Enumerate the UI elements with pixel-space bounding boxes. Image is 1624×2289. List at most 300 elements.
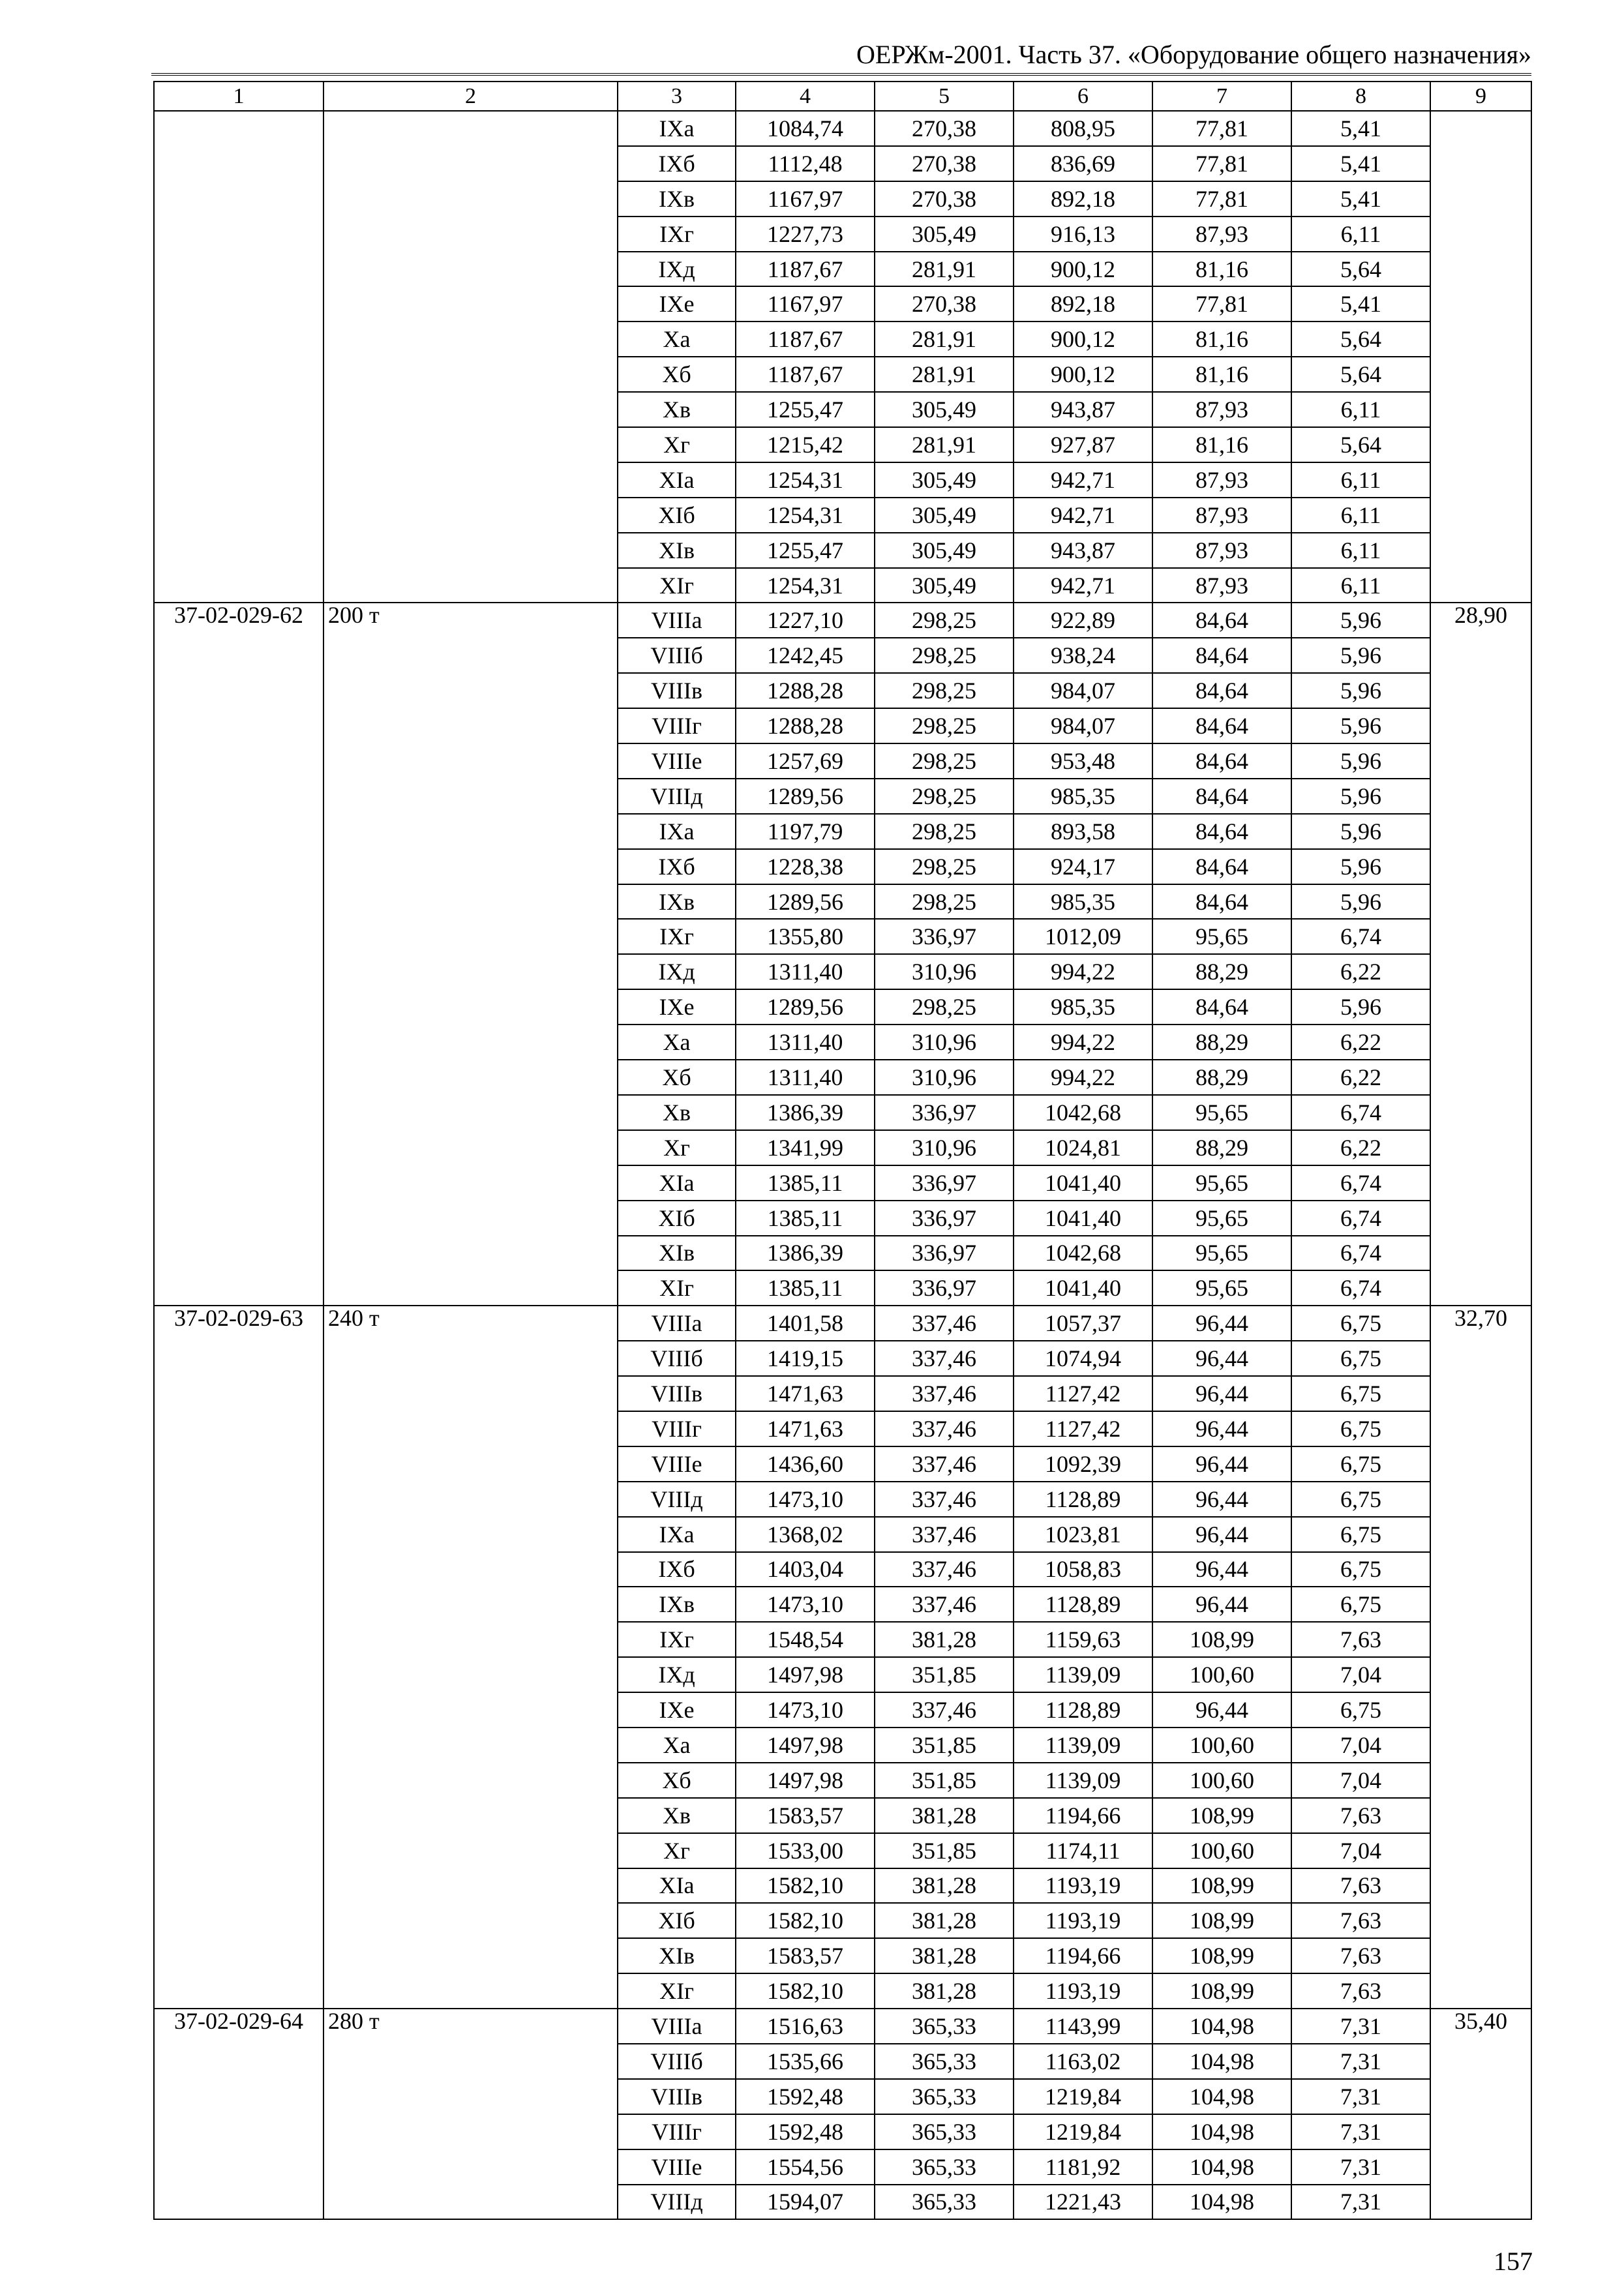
value-cell: 1127,42 [1014,1376,1152,1411]
value-cell: 81,16 [1152,357,1291,392]
value-cell: 1368,02 [736,1517,875,1552]
category-cell: VIIIг [618,708,736,743]
value-cell: 1288,28 [736,673,875,708]
value-cell: 96,44 [1152,1587,1291,1622]
value-cell: 808,95 [1014,111,1152,146]
value-cell: 365,33 [875,2149,1014,2185]
value-cell: 6,11 [1291,533,1430,568]
value-cell: 1042,68 [1014,1095,1152,1130]
category-cell: IXa [618,814,736,849]
value-cell: 84,64 [1152,708,1291,743]
code-cell: 37-02-029-63 [154,1306,323,2009]
category-cell: XIa [618,1868,736,1904]
value-cell: 337,46 [875,1376,1014,1411]
value-cell: 1341,99 [736,1130,875,1165]
value-cell: 84,64 [1152,603,1291,638]
value-cell: 108,99 [1152,1798,1291,1833]
category-cell: IXa [618,111,736,146]
value-cell: 1227,73 [736,217,875,252]
value-cell: 994,22 [1014,1025,1152,1060]
category-cell: VIIIa [618,603,736,638]
value-cell: 305,49 [875,498,1014,533]
total-cell: 32,70 [1430,1306,1531,2009]
value-cell: 1112,48 [736,146,875,181]
value-cell: 1139,09 [1014,1763,1152,1798]
value-cell: 6,75 [1291,1341,1430,1376]
value-cell: 1401,58 [736,1306,875,1341]
value-cell: 6,11 [1291,568,1430,603]
value-cell: 1042,68 [1014,1236,1152,1271]
category-cell: XIa [618,462,736,498]
value-cell: 87,93 [1152,462,1291,498]
value-cell: 6,75 [1291,1411,1430,1446]
category-cell: VIIIг [618,2114,736,2149]
value-cell: 1311,40 [736,1025,875,1060]
category-cell: IXд [618,954,736,989]
category-cell: XIг [618,1270,736,1306]
value-cell: 381,28 [875,1938,1014,1973]
value-cell: 87,93 [1152,217,1291,252]
category-cell: IXб [618,146,736,181]
category-cell: VIIIв [618,2079,736,2114]
value-cell: 337,46 [875,1692,1014,1728]
value-cell: 5,64 [1291,252,1430,287]
column-number-row [154,82,1531,111]
value-cell: 365,33 [875,2009,1014,2044]
table-body [154,111,1531,2219]
value-cell: 7,31 [1291,2079,1430,2114]
category-cell: IXб [618,1552,736,1587]
value-cell: 305,49 [875,462,1014,498]
value-cell: 1548,54 [736,1622,875,1657]
value-cell: 298,25 [875,779,1014,814]
value-cell: 1012,09 [1014,919,1152,954]
value-cell: 6,74 [1291,1165,1430,1201]
total-cell [1430,111,1531,603]
name-cell: 200 т [323,603,618,1306]
category-cell: Xб [618,1763,736,1798]
value-cell: 84,64 [1152,814,1291,849]
value-cell: 87,93 [1152,533,1291,568]
value-cell: 7,31 [1291,2185,1430,2220]
column-header: 7 [1152,82,1291,111]
value-cell: 1128,89 [1014,1587,1152,1622]
category-cell: Xб [618,1060,736,1095]
value-cell: 1471,63 [736,1411,875,1446]
value-cell: 6,22 [1291,1025,1430,1060]
value-cell: 95,65 [1152,1236,1291,1271]
value-cell: 984,07 [1014,708,1152,743]
value-cell: 96,44 [1152,1376,1291,1411]
value-cell: 836,69 [1014,146,1152,181]
value-cell: 1193,19 [1014,1903,1152,1938]
value-cell: 900,12 [1014,322,1152,357]
value-cell: 1167,97 [736,286,875,322]
value-cell: 7,04 [1291,1657,1430,1692]
value-cell: 337,46 [875,1306,1014,1341]
category-cell: IXг [618,1622,736,1657]
column-header: 4 [736,82,875,111]
column-header: 5 [875,82,1014,111]
total-cell: 28,90 [1430,603,1531,1306]
value-cell: 6,74 [1291,919,1430,954]
value-cell: 1194,66 [1014,1798,1152,1833]
value-cell: 365,33 [875,2079,1014,2114]
value-cell: 943,87 [1014,392,1152,427]
value-cell: 7,63 [1291,1903,1430,1938]
value-cell: 1255,47 [736,533,875,568]
category-cell: VIIIa [618,1306,736,1341]
value-cell: 5,96 [1291,638,1430,673]
value-cell: 1289,56 [736,779,875,814]
value-cell: 1497,98 [736,1763,875,1798]
value-cell: 942,71 [1014,498,1152,533]
category-cell: IXa [618,1517,736,1552]
value-cell: 1024,81 [1014,1130,1152,1165]
page-number: 157 [1494,2247,1533,2276]
total-cell: 35,40 [1430,2009,1531,2219]
value-cell: 1127,42 [1014,1411,1152,1446]
value-cell: 893,58 [1014,814,1152,849]
value-cell: 1194,66 [1014,1938,1152,1973]
category-cell: Xг [618,427,736,462]
value-cell: 900,12 [1014,357,1152,392]
value-cell: 6,75 [1291,1552,1430,1587]
column-header: 3 [618,82,736,111]
value-cell: 96,44 [1152,1306,1291,1341]
value-cell: 298,25 [875,708,1014,743]
value-cell: 298,25 [875,603,1014,638]
value-cell: 1084,74 [736,111,875,146]
value-cell: 1583,57 [736,1798,875,1833]
value-cell: 281,91 [875,357,1014,392]
value-cell: 96,44 [1152,1341,1291,1376]
value-cell: 985,35 [1014,884,1152,920]
value-cell: 1228,38 [736,849,875,884]
column-header: 2 [323,82,618,111]
category-cell: XIв [618,533,736,568]
category-cell: IXв [618,884,736,920]
value-cell: 5,96 [1291,814,1430,849]
value-cell: 943,87 [1014,533,1152,568]
value-cell: 108,99 [1152,1973,1291,2009]
value-cell: 337,46 [875,1552,1014,1587]
value-cell: 108,99 [1152,1903,1291,1938]
value-cell: 6,74 [1291,1095,1430,1130]
category-cell: Xб [618,357,736,392]
value-cell: 305,49 [875,533,1014,568]
category-cell: XIв [618,1938,736,1973]
value-cell: 1583,57 [736,1938,875,1973]
value-cell: 1385,11 [736,1270,875,1306]
value-cell: 1139,09 [1014,1728,1152,1763]
table-row [154,1306,1531,1341]
category-cell: IXд [618,1657,736,1692]
value-cell: 6,74 [1291,1270,1430,1306]
value-cell: 298,25 [875,673,1014,708]
value-cell: 365,33 [875,2044,1014,2079]
value-cell: 1473,10 [736,1482,875,1517]
value-cell: 7,31 [1291,2044,1430,2079]
table-row [154,111,1531,146]
value-cell: 1023,81 [1014,1517,1152,1552]
value-cell: 298,25 [875,638,1014,673]
value-cell: 1288,28 [736,708,875,743]
value-cell: 1254,31 [736,498,875,533]
value-cell: 84,64 [1152,989,1291,1025]
value-cell: 6,22 [1291,954,1430,989]
category-cell: VIIIв [618,1376,736,1411]
value-cell: 351,85 [875,1763,1014,1798]
value-cell: 77,81 [1152,146,1291,181]
value-cell: 1436,60 [736,1446,875,1482]
value-cell: 95,65 [1152,1201,1291,1236]
category-cell: VIIIa [618,2009,736,2044]
value-cell: 7,31 [1291,2114,1430,2149]
value-cell: 298,25 [875,884,1014,920]
value-cell: 985,35 [1014,989,1152,1025]
value-cell: 96,44 [1152,1517,1291,1552]
category-cell: VIIIд [618,1482,736,1517]
category-cell: IXг [618,217,736,252]
value-cell: 5,41 [1291,111,1430,146]
value-cell: 1419,15 [736,1341,875,1376]
value-cell: 96,44 [1152,1552,1291,1587]
value-cell: 310,96 [875,1025,1014,1060]
value-cell: 381,28 [875,1903,1014,1938]
value-cell: 87,93 [1152,392,1291,427]
value-cell: 7,31 [1291,2149,1430,2185]
category-cell: IXe [618,989,736,1025]
category-cell: Xв [618,392,736,427]
value-cell: 1594,07 [736,2185,875,2220]
category-cell: IXe [618,1692,736,1728]
value-cell: 281,91 [875,322,1014,357]
value-cell: 88,29 [1152,1060,1291,1095]
value-cell: 892,18 [1014,181,1152,217]
value-cell: 5,96 [1291,708,1430,743]
value-cell: 1197,79 [736,814,875,849]
category-cell: Xг [618,1833,736,1868]
value-cell: 337,46 [875,1341,1014,1376]
value-cell: 5,41 [1291,146,1430,181]
value-cell: 900,12 [1014,252,1152,287]
value-cell: 1516,63 [736,2009,875,2044]
value-cell: 6,75 [1291,1587,1430,1622]
value-cell: 7,63 [1291,1938,1430,1973]
value-cell: 5,96 [1291,603,1430,638]
value-cell: 1219,84 [1014,2079,1152,2114]
value-cell: 351,85 [875,1728,1014,1763]
category-cell: XIa [618,1165,736,1201]
value-cell: 305,49 [875,392,1014,427]
value-cell: 1174,11 [1014,1833,1152,1868]
column-header: 9 [1430,82,1531,111]
value-cell: 1582,10 [736,1903,875,1938]
value-cell: 337,46 [875,1517,1014,1552]
value-cell: 922,89 [1014,603,1152,638]
value-cell: 7,04 [1291,1728,1430,1763]
column-header: 8 [1291,82,1430,111]
value-cell: 1221,43 [1014,2185,1152,2220]
value-cell: 1385,11 [736,1165,875,1201]
value-cell: 1355,80 [736,919,875,954]
value-cell: 5,41 [1291,181,1430,217]
value-cell: 927,87 [1014,427,1152,462]
category-cell: VIIIг [618,1411,736,1446]
value-cell: 336,97 [875,1201,1014,1236]
value-cell: 1187,67 [736,322,875,357]
category-cell: XIб [618,1201,736,1236]
value-cell: 84,64 [1152,779,1291,814]
value-cell: 1311,40 [736,1060,875,1095]
category-cell: VIIIв [618,673,736,708]
value-cell: 1128,89 [1014,1482,1152,1517]
value-cell: 88,29 [1152,1025,1291,1060]
value-cell: 1074,94 [1014,1341,1152,1376]
value-cell: 88,29 [1152,954,1291,989]
value-cell: 1385,11 [736,1201,875,1236]
value-cell: 892,18 [1014,286,1152,322]
value-cell: 104,98 [1152,2114,1291,2149]
value-cell: 984,07 [1014,673,1152,708]
value-cell: 310,96 [875,954,1014,989]
value-cell: 6,75 [1291,1376,1430,1411]
value-cell: 108,99 [1152,1938,1291,1973]
value-cell: 337,46 [875,1587,1014,1622]
value-cell: 1092,39 [1014,1446,1152,1482]
category-cell: IXг [618,919,736,954]
value-cell: 1289,56 [736,884,875,920]
value-cell: 81,16 [1152,252,1291,287]
value-cell: 5,96 [1291,673,1430,708]
value-cell: 7,63 [1291,1798,1430,1833]
value-cell: 104,98 [1152,2044,1291,2079]
value-cell: 1128,89 [1014,1692,1152,1728]
value-cell: 1058,83 [1014,1552,1152,1587]
value-cell: 985,35 [1014,779,1152,814]
value-cell: 336,97 [875,1165,1014,1201]
category-cell: XIб [618,1903,736,1938]
value-cell: 77,81 [1152,286,1291,322]
value-cell: 916,13 [1014,217,1152,252]
value-cell: 1139,09 [1014,1657,1152,1692]
value-cell: 298,25 [875,814,1014,849]
value-cell: 1187,67 [736,252,875,287]
value-cell: 1193,19 [1014,1973,1152,2009]
value-cell: 81,16 [1152,427,1291,462]
column-header: 6 [1014,82,1152,111]
value-cell: 6,75 [1291,1446,1430,1482]
value-cell: 104,98 [1152,2185,1291,2220]
value-cell: 7,04 [1291,1833,1430,1868]
category-cell: Xв [618,1095,736,1130]
value-cell: 5,64 [1291,322,1430,357]
value-cell: 100,60 [1152,1763,1291,1798]
value-cell: 1554,56 [736,2149,875,2185]
value-cell: 6,11 [1291,392,1430,427]
value-cell: 1257,69 [736,743,875,779]
value-cell: 77,81 [1152,111,1291,146]
value-cell: 95,65 [1152,1165,1291,1201]
value-cell: 7,04 [1291,1763,1430,1798]
value-cell: 1159,63 [1014,1622,1152,1657]
value-cell: 281,91 [875,427,1014,462]
value-cell: 6,74 [1291,1201,1430,1236]
value-cell: 1471,63 [736,1376,875,1411]
code-cell [154,111,323,603]
category-cell: XIв [618,1236,736,1271]
value-cell: 87,93 [1152,498,1291,533]
value-cell: 270,38 [875,286,1014,322]
value-cell: 84,64 [1152,849,1291,884]
value-cell: 942,71 [1014,568,1152,603]
value-cell: 1219,84 [1014,2114,1152,2149]
value-cell: 1163,02 [1014,2044,1152,2079]
value-cell: 95,65 [1152,919,1291,954]
value-cell: 365,33 [875,2114,1014,2149]
value-cell: 1187,67 [736,357,875,392]
value-cell: 994,22 [1014,1060,1152,1095]
category-cell: IXe [618,286,736,322]
value-cell: 310,96 [875,1060,1014,1095]
value-cell: 100,60 [1152,1833,1291,1868]
value-cell: 1193,19 [1014,1868,1152,1904]
value-cell: 1473,10 [736,1587,875,1622]
value-cell: 298,25 [875,849,1014,884]
code-cell: 37-02-029-64 [154,2009,323,2219]
value-cell: 270,38 [875,181,1014,217]
value-cell: 305,49 [875,568,1014,603]
value-cell: 84,64 [1152,638,1291,673]
category-cell: Xв [618,1798,736,1833]
value-cell: 1215,42 [736,427,875,462]
value-cell: 6,22 [1291,1060,1430,1095]
category-cell: VIIIe [618,2149,736,2185]
value-cell: 337,46 [875,1446,1014,1482]
value-cell: 1497,98 [736,1728,875,1763]
value-cell: 104,98 [1152,2149,1291,2185]
value-cell: 1592,48 [736,2079,875,2114]
category-cell: VIIIб [618,1341,736,1376]
value-cell: 95,65 [1152,1270,1291,1306]
value-cell: 1242,45 [736,638,875,673]
value-cell: 81,16 [1152,322,1291,357]
category-cell: Xг [618,1130,736,1165]
value-cell: 924,17 [1014,849,1152,884]
value-cell: 953,48 [1014,743,1152,779]
value-cell: 336,97 [875,1270,1014,1306]
value-cell: 1041,40 [1014,1165,1152,1201]
value-cell: 1592,48 [736,2114,875,2149]
category-cell: XIг [618,568,736,603]
value-cell: 1254,31 [736,462,875,498]
category-cell: VIIIe [618,743,736,779]
value-cell: 1497,98 [736,1657,875,1692]
value-cell: 6,11 [1291,462,1430,498]
value-cell: 1403,04 [736,1552,875,1587]
value-cell: 1181,92 [1014,2149,1152,2185]
value-cell: 310,96 [875,1130,1014,1165]
value-cell: 1041,40 [1014,1201,1152,1236]
value-cell: 6,11 [1291,498,1430,533]
value-cell: 95,65 [1152,1095,1291,1130]
value-cell: 1167,97 [736,181,875,217]
value-cell: 1289,56 [736,989,875,1025]
value-cell: 994,22 [1014,954,1152,989]
value-cell: 96,44 [1152,1446,1291,1482]
value-cell: 7,31 [1291,2009,1430,2044]
